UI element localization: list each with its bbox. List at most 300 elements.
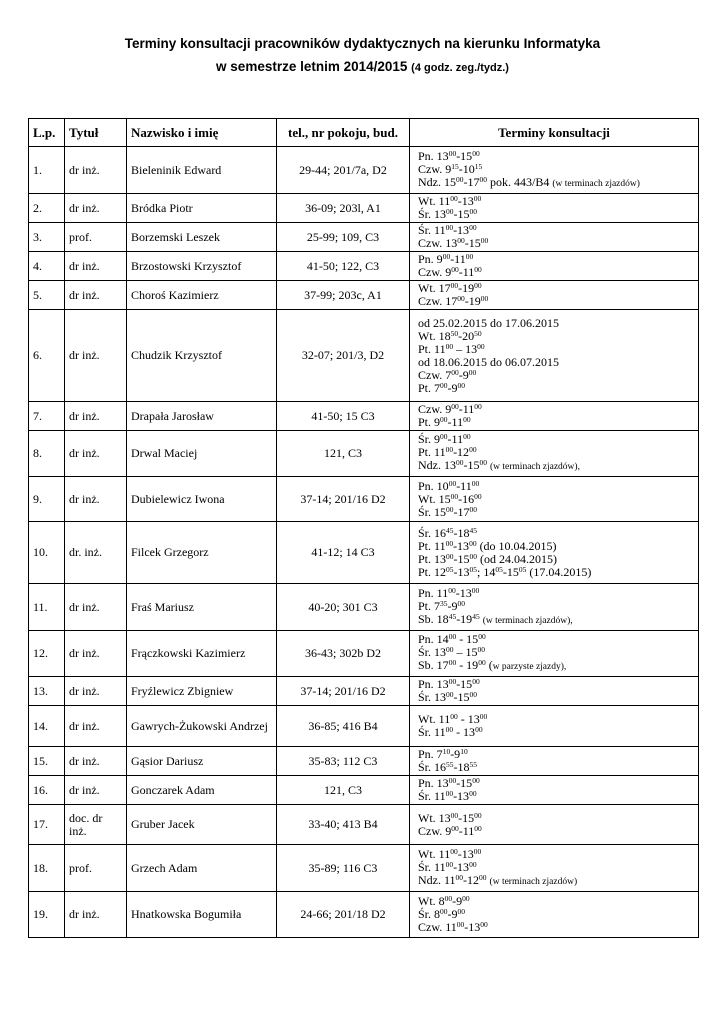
consultation-text: Śr. 16 [418,525,447,540]
cell-room: 121, C3 [277,776,410,805]
cell-title: dr. inż. [65,522,127,584]
time-minutes: 00 [473,194,482,203]
cell-consultations [410,747,699,776]
consultation-text: -9 [447,380,458,395]
table-row [29,223,699,252]
table-row [29,477,699,522]
cell-consultations [410,677,699,706]
cell-room: 25-99; 109, C3 [277,223,410,252]
cell-room: 41-50; 122, C3 [277,252,410,281]
time-minutes: 00 [477,645,486,654]
consultation-text: Śr. 13 [418,207,447,221]
time-minutes: 00 [474,402,482,411]
consultation-text: (do 10.04.2015) [476,538,557,553]
cell-lp: 19. [29,892,65,938]
cell-room: 33-40; 413 B4 [277,805,410,845]
cell-name: Gruber Jacek [127,805,277,845]
cell-consultations [410,281,699,310]
cell-consultations [410,522,699,584]
consultation-text: Pn. 9 [418,252,443,266]
cell-title: dr inż. [65,747,127,776]
time-minutes: 00 [480,236,489,245]
time-minutes: 00 [451,367,459,377]
time-minutes: 00 [474,281,482,290]
consultation-note: w parzyste zjazdy), [492,662,567,672]
consultation-text: -15 [458,810,475,825]
cell-room: 37-99; 203c, A1 [277,281,410,310]
time-minutes: 00 [474,265,482,274]
consultation-text: Śr. 8 [418,907,441,921]
cell-name: Frączkowski Kazimierz [127,631,277,677]
consultation-line [418,176,698,191]
cell-title: dr inż. [65,477,127,522]
time-minutes: 00 [440,415,448,424]
cell-consultations [410,310,699,402]
consultation-text: -11 [450,252,466,266]
semester-label: w semestrze letnim 2014/2015 [216,59,412,74]
consultation-text: Pt. 11 [418,538,446,553]
cell-name: Brzostowski Krzysztof [127,252,277,281]
consultation-text: -13 [464,920,481,934]
cell-name: Filcek Grzegorz [127,522,277,584]
consultation-text: Pn. 13 [418,148,449,163]
time-minutes: 00 [445,725,454,734]
consultation-text: Śr. 9 [418,432,441,446]
consultation-text: Czw. 9 [418,161,452,176]
cell-room: 24-66; 201/18 D2 [277,892,410,938]
consultation-text: Pt. 7 [418,598,441,613]
consultation-text: Sb. 17 [418,658,449,672]
cell-lp: 16. [29,776,65,805]
time-minutes: 00 [469,207,478,216]
time-minutes: 00 [475,725,483,734]
document-subtitle [0,59,725,74]
consultation-line [418,382,698,395]
table-row [29,194,699,223]
time-minutes: 00 [471,585,480,595]
cell-lp: 7. [29,402,65,431]
consultation-text: -15 [464,236,481,250]
consultation-text: -9 [447,598,458,613]
header-lp: L.p. [29,119,65,147]
consultation-text: Czw. 7 [418,367,452,382]
cell-consultations [410,706,699,747]
consultation-text: Śr. 11 [418,725,446,739]
consultation-line [418,790,698,803]
time-minutes: 05 [495,564,503,574]
consultation-text: Pt. 11 [418,445,446,459]
cell-room: 40-20; 301 C3 [277,584,410,631]
consultation-text: Śr. 11 [418,789,446,803]
time-minutes: 45 [472,611,480,621]
cell-title: dr inż. [65,706,127,747]
time-minutes: 00 [446,207,454,216]
cell-title: dr inż. [65,281,127,310]
time-minutes: 00 [468,367,477,377]
time-minutes: 00 [448,148,457,158]
time-minutes: 00 [457,907,466,916]
consultation-text: Pt. 11 [418,341,446,356]
cell-room: 36-09; 203l, A1 [277,194,410,223]
cell-lp: 8. [29,431,65,477]
cell-lp: 6. [29,310,65,402]
consultation-line [418,659,698,674]
consultation-text: Czw. 13 [418,236,458,250]
time-minutes: 00 [450,810,459,820]
table-row [29,892,699,938]
cell-name: Borzemski Leszek [127,223,277,252]
time-minutes: 00 [445,445,454,454]
time-minutes: 05 [469,564,478,574]
time-minutes: 00 [456,174,464,184]
consultation-text: -13 [453,859,470,874]
time-minutes: 00 [471,478,480,488]
time-minutes: 00 [465,252,474,261]
consultation-text: - 15 [456,632,479,646]
time-minutes: 45 [448,611,457,621]
cell-name: Gonczarek Adam [127,776,277,805]
cell-title: dr inż. [65,310,127,402]
cell-consultations [410,147,699,194]
time-minutes: 05 [518,564,527,574]
consultation-line [418,825,698,838]
cell-room: 35-83; 112 C3 [277,747,410,776]
time-minutes: 00 [448,585,456,595]
time-minutes: 55 [446,760,454,769]
consultation-text: Wt. 15 [418,491,451,506]
time-minutes: 00 [442,252,451,261]
table-row [29,805,699,845]
table-body [29,147,699,938]
table-row [29,747,699,776]
cell-title: dr inż. [65,631,127,677]
consultation-text: Wt. 11 [418,712,451,726]
time-minutes: 00 [445,859,454,869]
cell-name: Choroś Kazimierz [127,281,277,310]
cell-consultations [410,892,699,938]
cell-room: 41-50; 15 C3 [277,402,410,431]
cell-name: Grzech Adam [127,845,277,892]
table-row [29,631,699,677]
cell-room: 35-89; 116 C3 [277,845,410,892]
consultation-text: -18 [453,525,470,540]
cell-name: Hnatkowska Bogumiła [127,892,277,938]
consultation-text: -13 [453,538,470,553]
time-minutes: 00 [457,294,465,303]
consultation-text: Pt. 13 [418,551,447,566]
consultation-text: -15 [456,776,473,790]
consultation-line [418,613,698,628]
cell-consultations [410,252,699,281]
time-minutes: 00 [450,712,458,721]
consultation-text: -15 [463,458,480,472]
cell-lp: 15. [29,747,65,776]
consultation-text: – 13 [453,341,478,356]
table-row [29,845,699,892]
consultation-text: Czw. 9 [418,402,452,416]
consultation-text: -9 [450,747,461,761]
consultation-text: - 13 [457,712,480,726]
consultation-text: -19 [458,281,475,295]
table-row [29,776,699,805]
consultation-text: Czw. 11 [418,920,457,934]
cell-room: 36-43; 302b D2 [277,631,410,677]
cell-consultations [410,776,699,805]
consultation-text: -19 [456,611,473,626]
time-minutes: 00 [450,281,459,290]
consultation-text: (17.04.2015) [526,564,592,579]
consultation-text: Wt. 13 [418,810,451,825]
consultation-text: Pt. 12 [418,564,447,579]
consultation-text: -11 [447,415,464,429]
consultation-line [418,208,698,221]
consultation-text: ; 14 [477,564,496,579]
time-minutes: 55 [469,760,478,769]
time-minutes: 00 [469,789,477,798]
cell-name: Fryźlewicz Zbigniew [127,677,277,706]
time-minutes: 00 [480,920,488,929]
cell-name: Gawrych-Żukowski Andrzej [127,706,277,747]
consultation-line [418,266,698,279]
consultation-line [418,459,698,474]
consultation-text: ( [485,658,493,672]
consultation-text: -20 [458,328,475,343]
cell-lp: 13. [29,677,65,706]
consultation-text: – 15 [453,645,478,659]
cell-room: 121, C3 [277,431,410,477]
cell-title: prof. [65,845,127,892]
time-minutes: 35 [440,598,448,608]
cell-room: 37-14; 201/16 D2 [277,677,410,706]
consultation-text: - 19 [456,658,479,672]
cell-title: prof. [65,223,127,252]
cell-lp: 17. [29,805,65,845]
consultation-text: -17 [463,174,480,189]
cell-title: dr inż. [65,402,127,431]
cell-consultations [410,431,699,477]
consultation-text: Wt. 8 [418,894,445,908]
consultation-line [418,566,698,579]
cell-name: Drwal Maciej [127,431,277,477]
consultation-line [418,874,698,889]
consultation-text: Wt. 11 [418,194,451,208]
consultation-text: - 13 [453,725,476,739]
time-minutes: 00 [457,598,466,608]
table-row [29,584,699,631]
consultation-text: Śr. 16 [418,760,447,774]
consultation-note: (w terminach zjazdów), [490,462,580,472]
time-minutes: 00 [445,223,454,232]
time-minutes: 00 [477,341,485,351]
consultation-text: -15 [502,564,519,579]
table-header-row [29,119,699,147]
consultation-text: Śr. 11 [418,859,446,874]
cell-consultations [410,223,699,252]
consultation-text: pok. 443/B4 [487,174,553,189]
consultation-line [418,921,698,934]
time-minutes: 00 [469,445,477,454]
time-minutes: 00 [440,380,448,390]
consultation-text: -13 [457,194,474,208]
cell-lp: 9. [29,477,65,522]
time-minutes: 00 [440,432,448,441]
consultation-text: Wt. 17 [418,281,451,295]
time-minutes: 10 [460,747,468,756]
cell-consultations [410,845,699,892]
cell-name: Drapała Jarosław [127,402,277,431]
cell-name: Bieleninik Edward [127,147,277,194]
time-minutes: 00 [469,859,477,869]
time-minutes: 00 [473,846,482,856]
table-row [29,147,699,194]
time-minutes: 00 [450,491,459,501]
time-minutes: 45 [469,525,478,535]
time-minutes: 00 [463,432,471,441]
time-minutes: 00 [448,478,457,488]
cell-title: dr inż. [65,431,127,477]
time-minutes: 15 [474,161,483,171]
time-minutes: 00 [448,632,457,641]
cell-title: dr inż. [65,584,127,631]
hours-note: (4 godz. zeg./tydz.) [411,62,509,74]
consultation-text: -15 [456,148,473,163]
table-row [29,252,699,281]
consultation-text: Czw. 17 [418,294,458,308]
consultation-text: Wt. 18 [418,328,451,343]
time-minutes: 45 [446,525,454,535]
time-minutes: 00 [479,872,487,882]
consultation-text: -13 [453,223,470,237]
consultation-line [418,726,698,739]
consultation-text: -9 [447,907,458,921]
cell-name: Chudzik Krzysztof [127,310,277,402]
cell-consultations [410,805,699,845]
header-title: Tytuł [65,119,127,147]
consultation-note: (w terminach zjazdów), [482,615,573,626]
consultation-note: (w terminach zjazdów) [552,178,640,189]
consultation-text: Pn. 13 [418,677,449,691]
cell-title: dr inż. [65,776,127,805]
consultation-text: Pn. 13 [418,776,449,790]
time-minutes: 00 [479,712,488,721]
consultation-text: od 25.02.2015 do 17.06.2015 [418,315,559,330]
table-row [29,402,699,431]
cell-consultations [410,402,699,431]
consultation-text: -19 [464,294,481,308]
consultation-line [418,295,698,308]
time-minutes: 00 [456,920,465,929]
time-minutes: 00 [478,632,486,641]
cell-title: dr inż. [65,252,127,281]
header-name: Nazwisko i imię [127,119,277,147]
consultation-text: Ndz. 13 [418,458,456,472]
time-minutes: 00 [469,690,478,699]
consultation-text: -15 [453,551,470,566]
time-minutes: 00 [463,415,471,424]
consultation-text: Wt. 11 [418,846,451,861]
cell-name: Fraś Mariusz [127,584,277,631]
consultation-line [418,416,698,429]
consultation-text: Sb. 18 [418,611,449,626]
time-minutes: 00 [440,907,448,916]
consultation-text: -12 [463,872,480,887]
consultation-text: -13 [453,789,470,803]
consultation-text: Śr. 13 [418,690,447,704]
consultation-text: (od 24.04.2015) [477,551,558,566]
time-minutes: 00 [472,677,480,686]
time-minutes: 00 [446,645,454,654]
time-minutes: 10 [442,747,451,756]
time-minutes: 00 [448,776,457,785]
cell-room: 32-07; 201/3, D2 [277,310,410,402]
time-minutes: 00 [446,551,454,561]
consultation-text: Śr. 15 [418,504,447,519]
consultation-text: Pt. 7 [418,380,441,395]
time-minutes: 00 [474,810,482,820]
consultation-text: -18 [453,760,470,774]
cell-name: Dubielewicz Iwona [127,477,277,522]
time-minutes: 00 [445,538,454,548]
header-room: tel., nr pokoju, bud. [277,119,410,147]
consultation-text: Pn. 14 [418,632,449,646]
time-minutes: 00 [450,194,458,203]
consultation-text: -11 [458,402,475,416]
time-minutes: 00 [457,380,466,390]
cell-room: 36-85; 416 B4 [277,706,410,747]
consultation-text: Pn. 7 [418,747,443,761]
consultation-note: (w terminach zjazdów) [489,876,578,887]
cell-consultations [410,477,699,522]
table-row [29,431,699,477]
time-minutes: 00 [445,789,454,798]
time-minutes: 00 [448,677,457,686]
consultation-text: -15 [453,690,470,704]
consultation-text: Pt. 9 [418,415,441,429]
table-row [29,281,699,310]
header-consultations: Terminy konsultacji [410,119,699,147]
consultation-table [28,118,699,938]
consultation-text: -13 [457,846,474,861]
consultation-text: -11 [458,265,475,279]
consultation-text: -12 [453,445,470,459]
consultation-line [418,691,698,704]
cell-lp: 14. [29,706,65,747]
consultation-text: od 18.06.2015 do 06.07.2015 [418,354,559,369]
cell-consultations [410,631,699,677]
cell-lp: 11. [29,584,65,631]
cell-room: 29-44; 201/7a, D2 [277,147,410,194]
table-row [29,677,699,706]
consultation-text: Ndz. 11 [418,872,456,887]
table-row [29,310,699,402]
cell-title: dr inż. [65,194,127,223]
time-minutes: 00 [479,458,487,467]
time-minutes: 00 [474,491,482,501]
consultation-text: Śr. 13 [418,645,447,659]
time-minutes: 00 [469,551,478,561]
cell-room: 41-12; 14 C3 [277,522,410,584]
time-minutes: 15 [451,161,459,171]
consultation-line [418,506,698,519]
time-minutes: 00 [451,823,459,833]
cell-consultations [410,584,699,631]
consultation-text: -11 [458,823,475,838]
consultation-text: -9 [452,894,463,908]
time-minutes: 00 [445,341,454,351]
cell-title: doc. dr inż. [65,805,127,845]
time-minutes: 50 [474,328,482,338]
time-minutes: 00 [469,538,477,548]
